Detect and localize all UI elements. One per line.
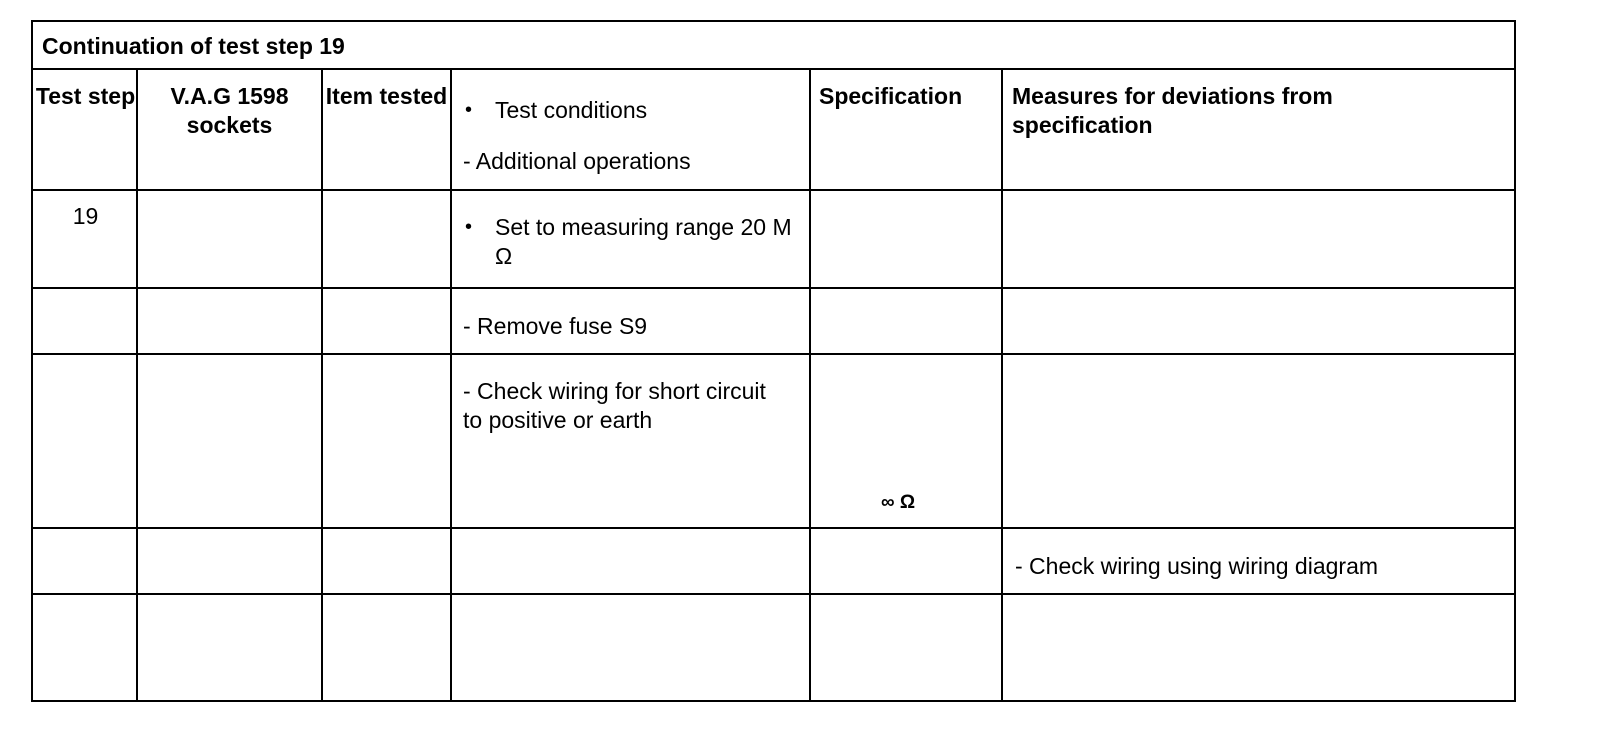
- header-test-step: Test step: [35, 83, 136, 109]
- row-divider: [33, 353, 1514, 355]
- row3-conditions: - Check wiring for short circuit to positive or earth: [463, 378, 766, 433]
- header-conditions: [465, 96, 805, 125]
- header-additional-operations: - Additional operations: [463, 148, 691, 174]
- row-divider: [33, 527, 1514, 529]
- row3-specification: ∞ Ω: [881, 492, 916, 513]
- row-divider: [33, 189, 1514, 191]
- row-divider: [33, 593, 1514, 595]
- header-test-conditions: Test conditions: [495, 97, 648, 123]
- row1-conditions-text: Set to measuring range 20 M Ω: [495, 214, 792, 269]
- column-divider: [136, 70, 138, 700]
- row2-conditions: - Remove fuse S9: [463, 313, 648, 339]
- bullet-icon: •: [465, 216, 473, 238]
- column-divider: [809, 70, 811, 700]
- bullet-icon: •: [465, 99, 473, 121]
- test-table: [31, 20, 1516, 702]
- column-divider: [1001, 70, 1003, 700]
- column-divider: [450, 70, 452, 700]
- header-measures: Measures for deviations from specification: [1012, 83, 1333, 138]
- header-item-tested: Item tested: [325, 83, 448, 109]
- row-divider: [33, 287, 1514, 289]
- header-specification: Specification: [819, 83, 963, 109]
- row1-conditions: [465, 213, 805, 271]
- header-sockets: V.A.G 1598 sockets: [170, 83, 289, 138]
- table-title: Continuation of test step 19: [33, 22, 1514, 70]
- row1-step: 19: [72, 203, 99, 229]
- row4-measures: - Check wiring using wiring diagram: [1015, 553, 1379, 579]
- column-divider: [321, 70, 323, 700]
- header-conditions-bullet-row: [465, 96, 805, 125]
- row1-bullet-row: [465, 213, 805, 271]
